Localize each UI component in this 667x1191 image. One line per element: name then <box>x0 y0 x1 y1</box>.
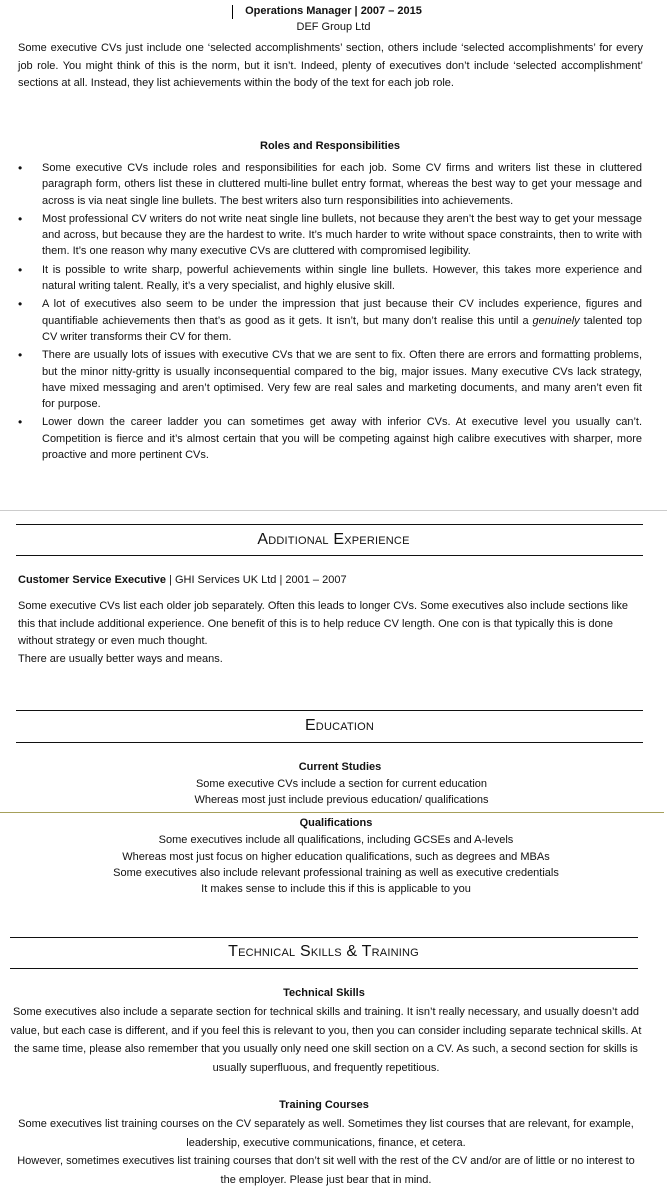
bullet-glyph: • <box>18 161 23 175</box>
bullet-glyph: • <box>18 262 23 277</box>
current-studies-line: Whereas most just include previous education/ qualifications <box>194 794 489 806</box>
job-dates: 2007 – 2015 <box>360 5 422 17</box>
technical-skills-heading: Technical Skills <box>283 987 365 999</box>
additional-experience-heading: Additional Experience <box>257 531 410 548</box>
training-paragraph-2: However, sometimes executives list training courses that don’t sit well with the rest of the CV and/or are of little or no interest to the employer. Please just bear that in mind. <box>17 1155 635 1186</box>
heading-rule-top <box>10 937 638 938</box>
additional-job-title: Customer Service Executive <box>18 574 166 586</box>
bullet-glyph: • <box>18 348 23 363</box>
bullet-text-tail: talented top CV writer transforms their CV for them. <box>42 314 642 343</box>
bullet-emphasis: genuinely <box>532 314 580 327</box>
additional-job-meta: | GHI Services UK Ltd | 2001 – 2007 <box>165 574 347 586</box>
heading-rule-top <box>16 524 643 525</box>
qualification-line: It makes sense to include this if this is applicable to you <box>201 883 471 895</box>
heading-rule-bottom <box>16 555 643 556</box>
bullet-text: There are usually lots of issues with executive CVs that we are sent to fix. Often there are errors and formatting problems, but the minor nitty-gritty is usually inconsequential compared to the big, major issues. Many executive CVs lack strategy, have mixed messaging and aren’t optimised. Very few are real sales and marketing documents, and many aren’t even fit for purpose. <box>42 349 642 411</box>
list-item <box>16 347 642 412</box>
list-item <box>16 414 642 463</box>
bullet-glyph: • <box>18 211 23 226</box>
olive-divider <box>0 812 664 813</box>
additional-job-header <box>18 573 648 588</box>
job-company: DEF Group Ltd <box>296 21 371 33</box>
bullet-text: Lower down the career ladder you can sometimes get away with inferior CVs. At executive level you usually can’t. Competition is fierce and it’s almost certain that you will be competing against high calibre executives with sharper, more proactive and more pertinent CVs. <box>42 416 642 462</box>
bullet-text: It is possible to write sharp, powerful achievements within single line bullets. However, this takes more experience and natural writing talent. Really, it’s a very specialist, and highly elusive skill. <box>42 263 642 293</box>
bullet-glyph: • <box>18 415 23 430</box>
list-item <box>16 160 642 209</box>
job-intro-paragraph: Some executive CVs just include one ‘selected accomplishments’ section, others include ‘selected accomplishments’ for every job role. You might think of this is the norm, but it isn’t. Indeed, plenty of executives don’t include ‘selected accomplishment’ sections at all. Instead, they list achievements within the body of the text for each job role. <box>18 42 643 89</box>
list-item <box>16 211 642 260</box>
heading-rule-bottom <box>16 742 643 743</box>
bullet-glyph: • <box>18 297 23 312</box>
bullet-text: A lot of executives also seem to be under the impression that just because their CV includes experience, figures and quantifiable achievements then that’s as good as it gets. It isn’t, but many don’t realise this until a <box>42 298 642 327</box>
qualification-line: Some executives also include relevant professional training as well as executive credentials <box>113 867 559 879</box>
bullet-text: Some executive CVs include roles and responsibilities for each job. Some CV firms and writers list these in cluttered paragraph form, others list these in cluttered multi-line bullet entry format, whereas the best way to get your message and across is via neat single line bullets. The best writers also turn responsibilities into achievements. <box>42 162 642 207</box>
current-studies-heading: Current Studies <box>298 761 382 773</box>
qualifications-heading: Qualifications <box>299 817 373 829</box>
education-heading: Education <box>304 717 375 734</box>
additional-paragraph-2: There are usually better ways and means. <box>18 653 223 665</box>
bullet-text: Most professional CV writers do not write neat single line bullets, not because they aren’t the best way to get your message and across, but because they are the hardest to write. It’s much harder to write without space constraints, then to write with them. It’s one reason why many executive CVs are cluttered with compromised legibility. <box>42 212 642 258</box>
technical-skills-paragraph: Some executives also include a separate section for technical skills and training. It isn’t really necessary, and usually doesn’t add value, but each case is different, and if you feel this is relevant to you, then you can consider including separate technical skills. At the same time, please also remember that you usually only need one skill section on a CV. As such, a second section for skills is usually superfluous, and frequently repetitious. <box>10 1006 642 1074</box>
qualification-line: Whereas most just focus on higher education qualifications, such as degrees and MBAs <box>122 851 550 863</box>
job-title: Operations Manager <box>245 5 352 17</box>
list-item <box>16 296 642 345</box>
qualification-line: Some executives include all qualifications, including GCSEs and A-levels <box>158 834 514 846</box>
section-divider <box>0 510 667 511</box>
job-header <box>0 4 667 19</box>
list-item <box>16 262 642 295</box>
training-courses-heading: Training Courses <box>279 1099 369 1111</box>
roles-heading: Roles and Responsibilities <box>260 140 400 152</box>
current-studies-line: Some executive CVs include a section for current education <box>195 778 488 790</box>
roles-bullet-list <box>16 160 642 463</box>
additional-paragraph: Some executive CVs list each older job separately. Often this leads to longer CVs. Some executives also include sections like this that include additional experience. One benefit of this is to help reduce CV length. One con is that typically this is done without strategy or even much thought. <box>18 600 628 647</box>
heading-rule-top <box>16 710 643 711</box>
training-paragraph: Some executives list training courses on the CV separately as well. Sometimes they list courses that are relevant, for example, leadership, executive communications, finance, et cetera. <box>18 1118 634 1149</box>
technical-heading: Technical Skills & Training <box>228 943 419 960</box>
job-separator: | <box>351 5 361 17</box>
heading-rule-bottom <box>10 968 638 969</box>
